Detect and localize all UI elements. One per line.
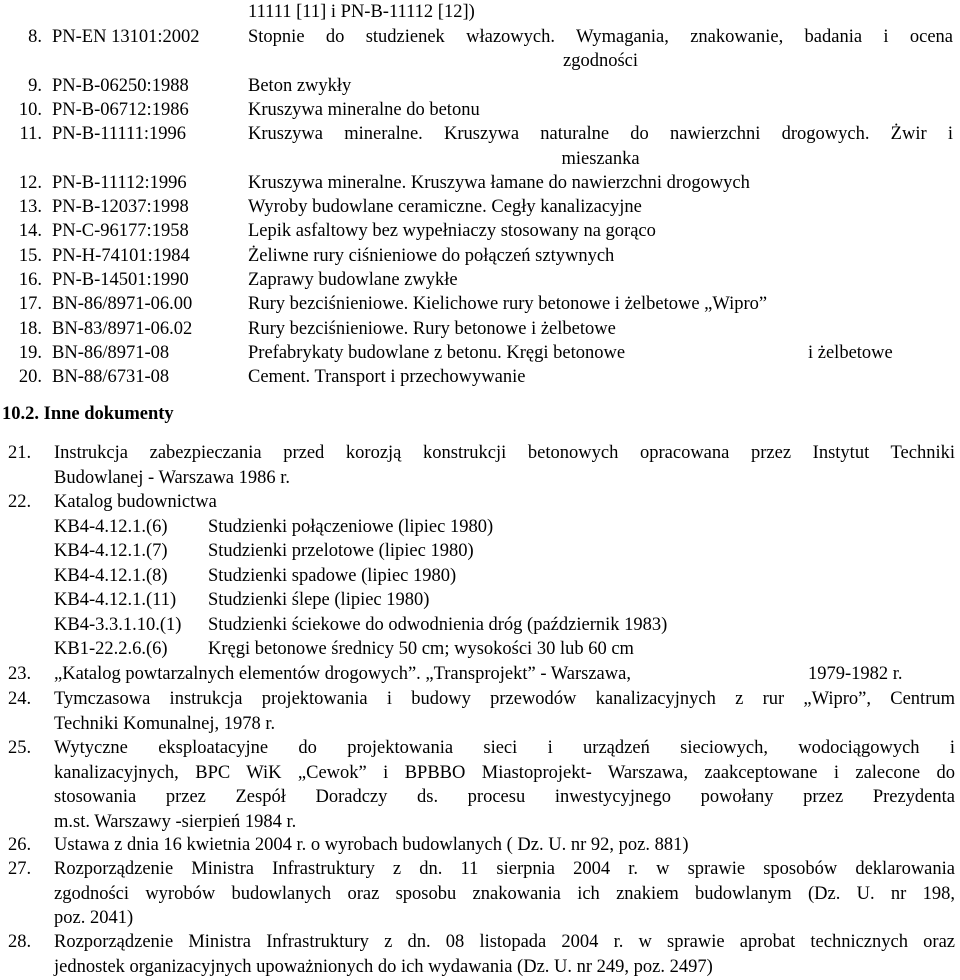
standard-title: Rury bezciśnieniowe. Rury betonowe i żelbetowe — [248, 318, 616, 339]
standard-code: PN-H-74101:1984 — [52, 245, 190, 266]
standard-number: 10. — [18, 99, 42, 120]
item-text-line: stosowania przez Zespół Doradczy ds. procesu inwestycyjnego powołany przez Prezydenta — [54, 787, 955, 807]
standard-title: Prefabrykaty budowlane z betonu. Kręgi betonowe — [248, 342, 626, 363]
catalog-description: Studzienki ślepe (lipiec 1980) — [208, 590, 430, 611]
item-number: 22. — [8, 492, 32, 512]
catalog-code: KB4-4.12.1.(8) — [54, 565, 168, 586]
standard-number: 12. — [18, 172, 42, 193]
item-text-line: Rozporządzenie Ministra Infrastruktury z dn. 11 sierpnia 2004 r. w sprawie sposobów deklarowania — [54, 859, 955, 879]
standard-code: BN-83/8971-06.02 — [52, 318, 193, 339]
standard-number: 16. — [18, 270, 42, 290]
standard-code: PN-C-96177:1958 — [52, 221, 189, 242]
standard-title: zgodności — [562, 51, 638, 72]
standard-number: 20. — [18, 367, 42, 388]
continued-text: 11111 [11] i PN-B-11112 [12]) — [248, 2, 475, 22]
item-text-line: Techniki Komunalnej, 1978 r. — [54, 713, 276, 734]
catalog-description: Kręgi betonowe średnicy 50 cm; wysokości 30 lub 60 cm — [208, 639, 634, 659]
item-text-line: kanalizacyjnych, BPC WiK „Cewok” i BPBBO Miastoprojekt- Warszawa, zaakceptowane i zalecone do — [54, 762, 955, 783]
item-text-line: Tymczasowa instrukcja projektowania i budowy przewodów kanalizacyjnych z rur „Wipro”, Centrum — [54, 689, 955, 709]
document-item-25 — [54, 736, 955, 834]
section-heading: 10.2. Inne dokumenty — [2, 404, 174, 424]
standard-title: Rury bezciśnieniowe. Kielichowe rury betonowe i żelbetowe „Wipro” — [248, 294, 768, 315]
standard-title-tail: i żelbetowe — [808, 342, 893, 363]
catalog-code: KB4-4.12.1.(7) — [54, 541, 168, 562]
item-text-line: Wytyczne eksploatacyjne do projektowania sieci i urządzeń sieciowych, wodociągowych i — [54, 738, 955, 758]
item-text-line: Budowlanej - Warszawa 1986 r. — [54, 467, 291, 488]
standard-number: 15. — [18, 245, 42, 266]
catalog-code: KB4-4.12.1.(11) — [54, 590, 177, 611]
standard-title: mieszanka — [561, 148, 640, 169]
standard-code: PN-B-12037:1998 — [52, 197, 189, 218]
item-text-line: Instrukcja zabezpieczania przed korozją konstrukcji betonowych opracowana przez Instytut Techniki — [54, 443, 955, 463]
standard-number: 18. — [18, 318, 42, 339]
document-item-23: „Katalog powtarzalnych elementów drogowych”. „Transprojekt” - Warszawa, — [54, 664, 631, 684]
item-number: 25. — [8, 738, 32, 758]
document-item-24 — [54, 687, 955, 736]
standard-title: Zaprawy budowlane zwykłe — [248, 270, 458, 290]
item-number: 27. — [8, 859, 32, 879]
standard-title: Kruszywa mineralne do betonu — [248, 99, 480, 120]
standard-code: BN-88/6731-08 — [52, 367, 170, 388]
catalog-code: KB4-4.12.1.(6) — [54, 517, 168, 537]
document-item-21 — [54, 441, 955, 490]
standard-number: 11. — [19, 124, 42, 145]
standard-number: 14. — [18, 221, 42, 242]
standard-code: PN-EN 13101:2002 — [52, 27, 200, 47]
catalog-code: KB4-3.3.1.10.(1) — [54, 614, 182, 635]
standard-number: 17. — [18, 294, 42, 315]
standard-number: 13. — [18, 197, 42, 218]
standard-title: Cement. Transport i przechowywanie — [248, 367, 526, 388]
standard-code: PN-B-11111:1996 — [52, 124, 186, 145]
item-number: 26. — [8, 835, 32, 855]
catalog-description: Studzienki ściekowe do odwodnienia dróg (październik 1983) — [208, 614, 668, 635]
document-item-22: Katalog budownictwa — [54, 492, 217, 512]
standard-title: Kruszywa mineralne. Kruszywa łamane do nawierzchni drogowych — [248, 172, 750, 193]
item-text-line: m.st. Warszawy -sierpień 1984 r. — [54, 811, 297, 832]
standard-number: 8. — [28, 27, 42, 47]
standard-title: Beton zwykły — [248, 75, 352, 96]
item-text-line: Rozporządzenie Ministra Infrastruktury z dn. 08 listopada 2004 r. w sprawie aprobat technicznych oraz — [54, 932, 955, 952]
item-number: 23. — [8, 664, 32, 684]
item-23-years: 1979-1982 r. — [808, 664, 903, 684]
standard-title: Wyroby budowlane ceramiczne. Cegły kanalizacyjne — [248, 197, 642, 218]
catalog-description: Studzienki połączeniowe (lipiec 1980) — [208, 517, 494, 537]
standard-code: PN-B-06250:1988 — [52, 75, 189, 96]
document-item-28 — [54, 930, 955, 979]
document-item-26: Ustawa z dnia 16 kwietnia 2004 r. o wyrobach budowlanych ( Dz. U. nr 92, poz. 881) — [54, 835, 689, 855]
standard-number: 19. — [18, 342, 42, 363]
item-text-line: poz. 2041) — [54, 908, 134, 928]
item-text-line: zgodności wyrobów budowlanych oraz sposobu znakowania ich znakiem budowlanym (Dz. U. nr 198, — [54, 883, 955, 904]
standard-title: Kruszywa mineralne. Kruszywa naturalne do nawierzchni drogowych. Żwir i — [248, 124, 953, 145]
catalog-description: Studzienki spadowe (lipiec 1980) — [208, 565, 457, 586]
standard-code: PN-B-06712:1986 — [52, 99, 189, 120]
item-number: 21. — [8, 443, 32, 463]
item-number: 28. — [8, 932, 32, 952]
catalog-code: KB1-22.2.6.(6) — [54, 639, 168, 659]
standard-code: BN-86/8971-06.00 — [52, 294, 193, 315]
standard-code: PN-B-11112:1996 — [52, 172, 187, 193]
standard-number: 9. — [28, 75, 42, 96]
catalog-description: Studzienki przelotowe (lipiec 1980) — [208, 541, 474, 562]
standard-title: Stopnie do studzienek włazowych. Wymagania, znakowanie, badania i ocena — [248, 27, 953, 47]
standard-code: BN-86/8971-08 — [52, 342, 170, 363]
item-text-line: jednostek organizacyjnych upoważnionych do ich wydawania (Dz. U. nr 249, poz. 2497) — [54, 956, 713, 977]
standard-title: Lepik asfaltowy bez wypełniaczy stosowany na gorąco — [248, 221, 656, 242]
document-item-27 — [54, 857, 955, 931]
standard-code: PN-B-14501:1990 — [52, 270, 189, 290]
item-number: 24. — [8, 689, 32, 709]
standard-title: Żeliwne rury ciśnieniowe do połączeń sztywnych — [248, 245, 615, 266]
